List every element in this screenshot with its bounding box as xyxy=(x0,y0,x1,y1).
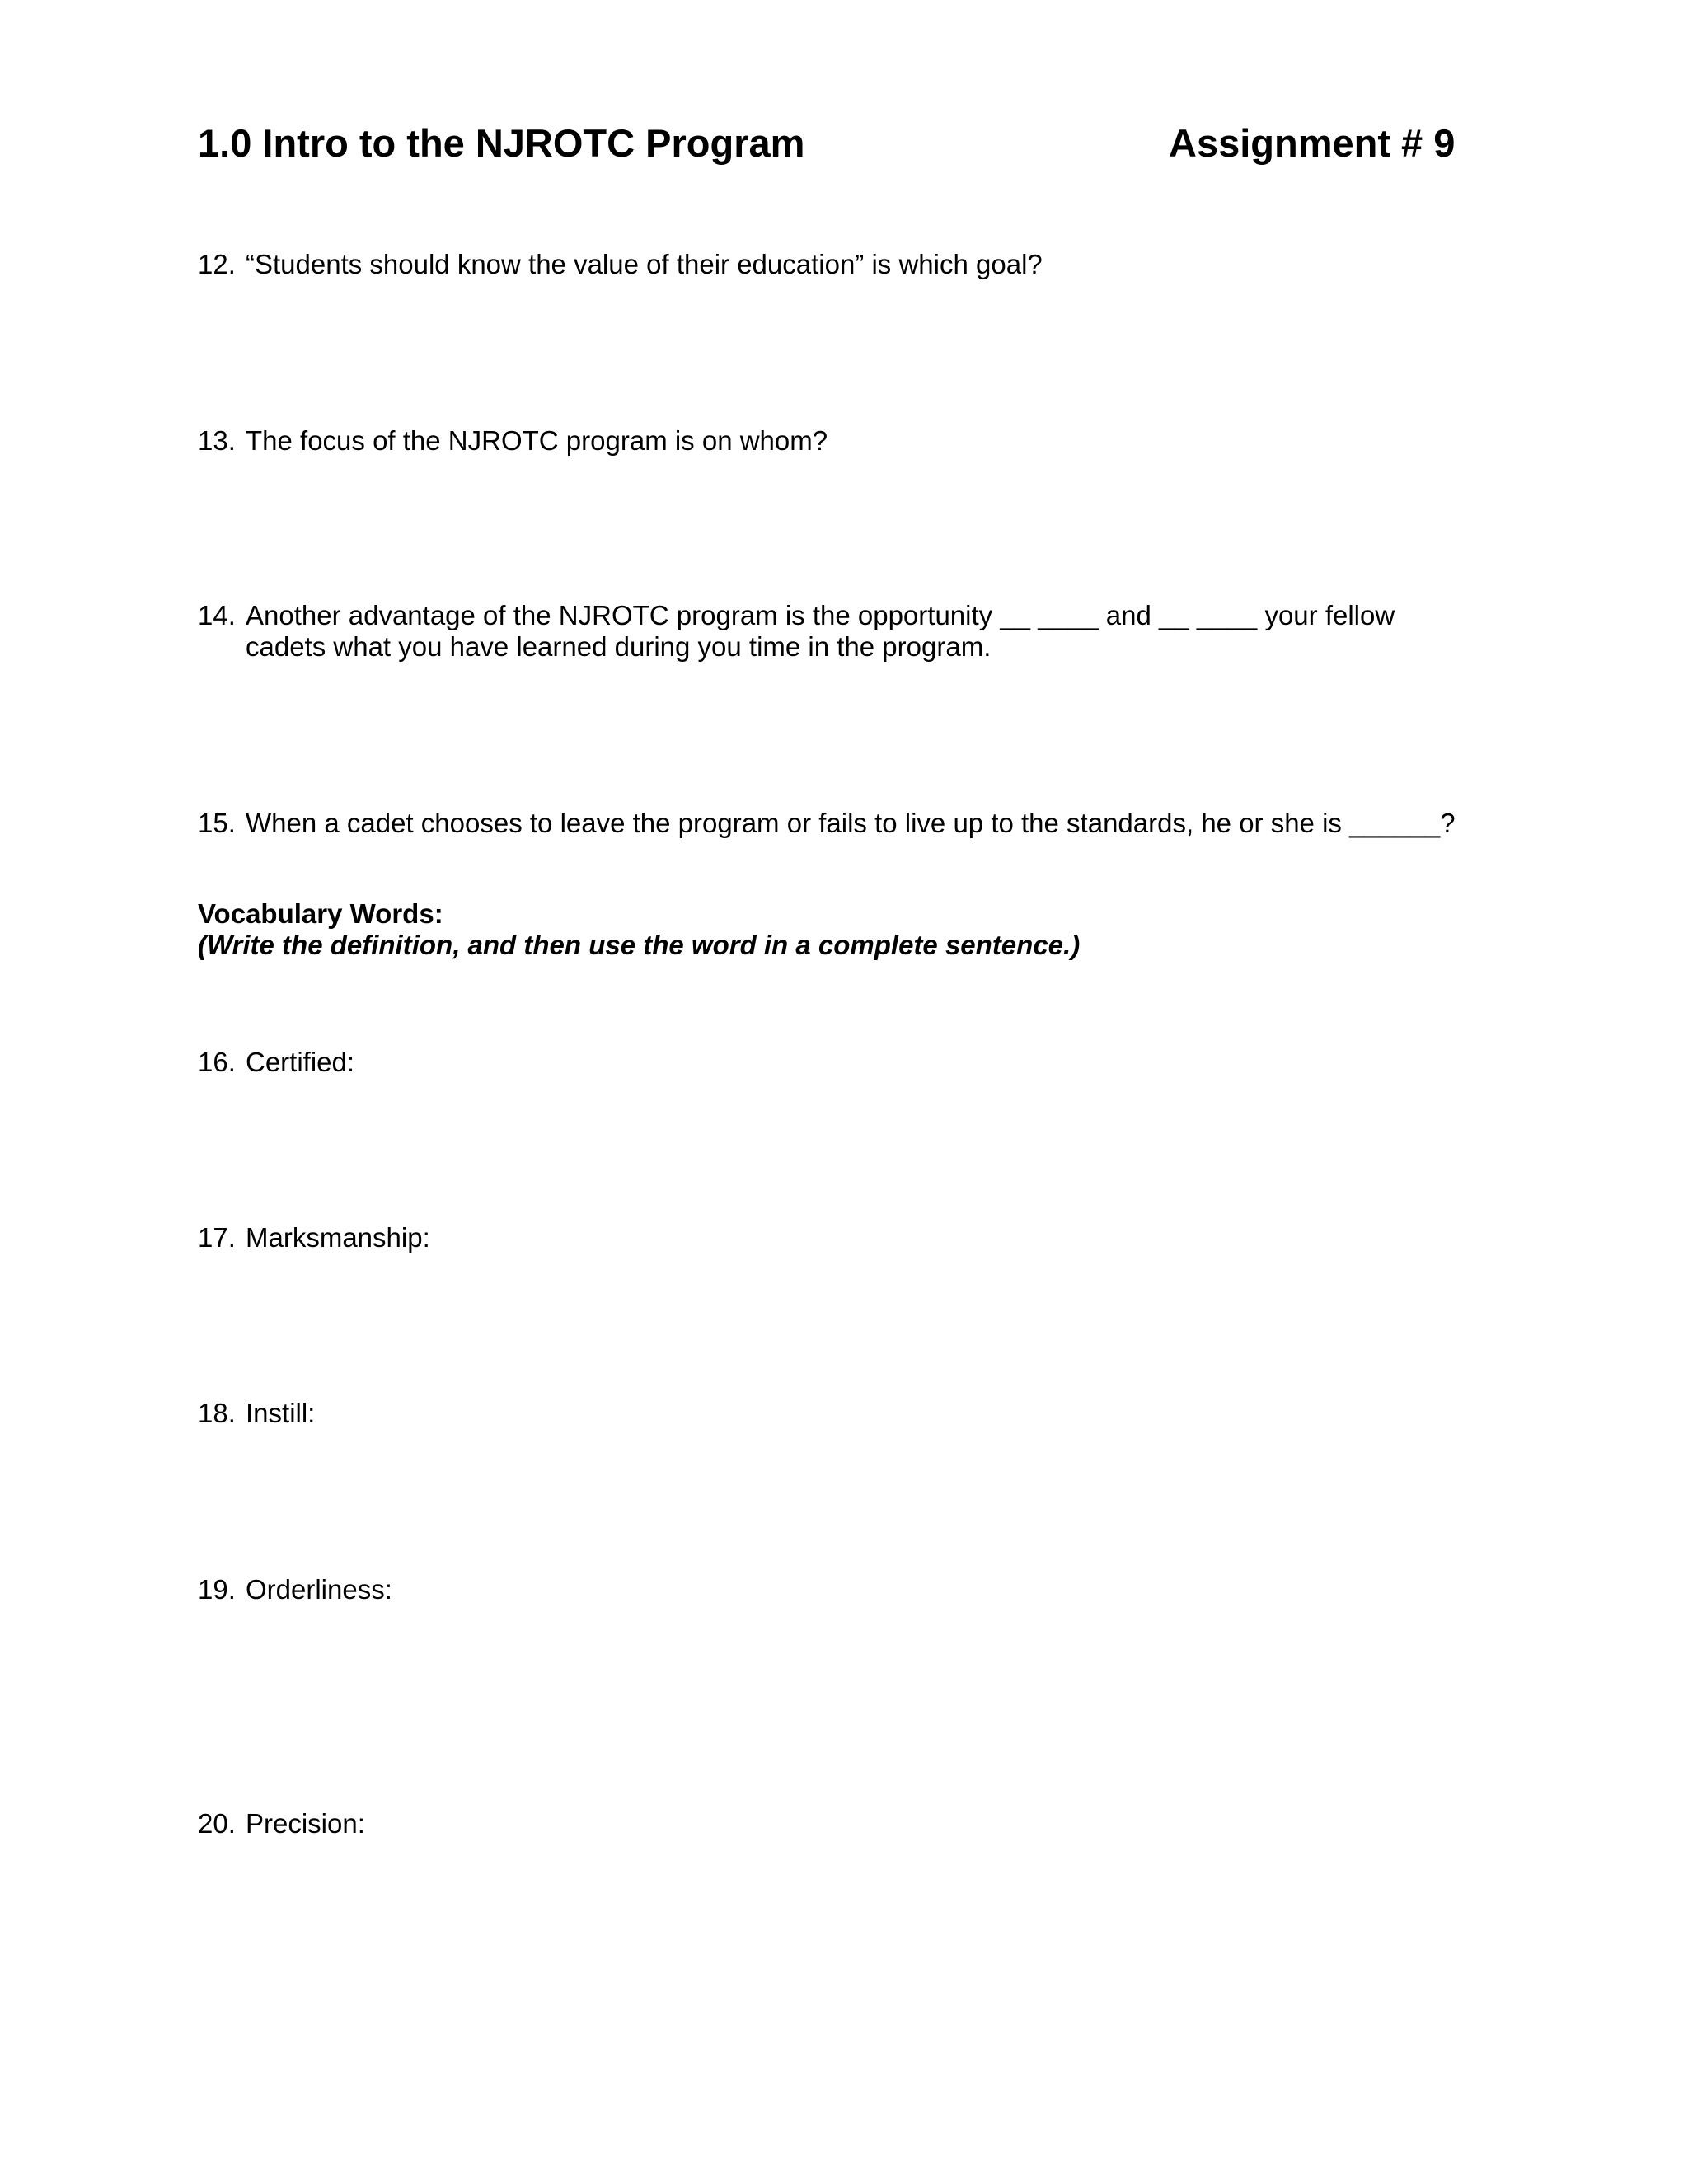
question-text-continued: cadets what you have learned during you time in the program. xyxy=(246,631,992,662)
item-number: 16. xyxy=(198,1047,236,1077)
vocab-word: Marksmanship: xyxy=(246,1222,430,1253)
question-14 xyxy=(198,600,1395,663)
vocab-item-17 xyxy=(198,1222,430,1254)
question-number: 13. xyxy=(198,425,236,456)
page-title: 1.0 Intro to the NJROTC Program xyxy=(198,121,805,165)
question-12 xyxy=(198,249,1043,280)
question-number: 15. xyxy=(198,808,236,838)
assignment-number: Assignment # 9 xyxy=(1169,121,1456,165)
vocab-word: Precision: xyxy=(246,1808,365,1839)
question-text: The focus of the NJROTC program is on whom? xyxy=(246,425,828,456)
item-number: 19. xyxy=(198,1574,236,1605)
item-number: 18. xyxy=(198,1398,236,1428)
vocab-word: Instill: xyxy=(246,1398,316,1428)
vocab-item-16 xyxy=(198,1047,354,1078)
question-13 xyxy=(198,425,828,457)
question-text: “Students should know the value of their education” is which goal? xyxy=(246,249,1043,279)
item-number: 17. xyxy=(198,1222,236,1253)
vocab-item-19 xyxy=(198,1574,392,1605)
vocab-item-20 xyxy=(198,1808,365,1840)
question-number: 14. xyxy=(198,600,236,630)
vocab-item-18 xyxy=(198,1398,315,1429)
question-15 xyxy=(198,808,1456,839)
question-text: Another advantage of the NJROTC program is the opportunity __ ____ and __ ____ your fellow xyxy=(246,600,1395,630)
vocab-word: Certified: xyxy=(246,1047,355,1077)
question-text: When a cadet chooses to leave the program or fails to live up to the standards, he or she is ______? xyxy=(246,808,1456,838)
item-number: 20. xyxy=(198,1808,236,1839)
vocabulary-heading: Vocabulary Words: xyxy=(198,898,443,929)
vocabulary-instruction: (Write the definition, and then use the word in a complete sentence.) xyxy=(198,930,1081,960)
vocab-word: Orderliness: xyxy=(246,1574,392,1605)
question-number: 12. xyxy=(198,249,236,279)
